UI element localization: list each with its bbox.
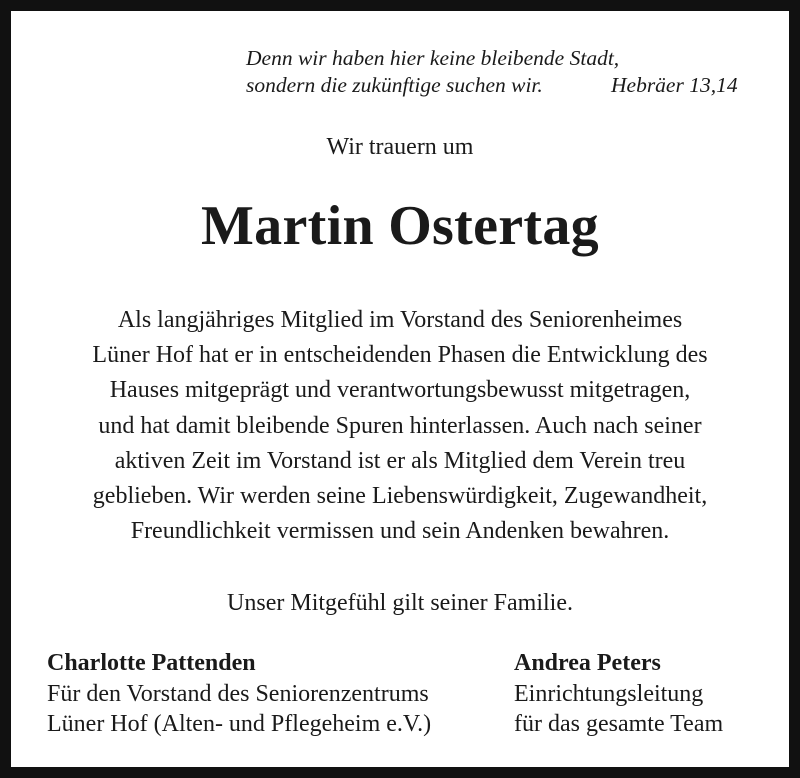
signer-role: Für den Vorstand des Seniorenzentrums (47, 680, 429, 707)
bible-verse (246, 45, 766, 99)
verse-line-2: sondern die zukünftige suchen wir. (246, 73, 543, 97)
signer-organization: für das gesamte Team (514, 711, 724, 737)
tribute-line: geblieben. Wir werden seine Liebenswürdigkeit, Zugewandheit, (92, 483, 708, 510)
signature-left (47, 648, 431, 740)
signature-right (514, 648, 723, 740)
tribute-line: aktiven Zeit im Vorstand ist er als Mitglied dem Verein treu (114, 447, 686, 474)
tribute-line: und hat damit bleibende Spuren hinterlassen. Auch nach seiner (98, 412, 702, 439)
verse-reference: Hebräer 13,14 (611, 73, 738, 97)
signer-name: Andrea Peters (514, 650, 661, 676)
tribute-line: Hauses mitgeprägt und verantwortungsbewusst mitgetragen, (109, 377, 691, 404)
signer-name: Charlotte Pattenden (47, 650, 256, 676)
tribute-text (0, 303, 800, 549)
signer-role: Einrichtungsleitung (514, 680, 704, 707)
sympathy-line: Unser Mitgefühl gilt seiner Familie. (227, 590, 573, 616)
tribute-line: Freundlichkeit vermissen und sein Andenken bewahren. (130, 518, 670, 545)
signer-organization: Lüner Hof (Alten- und Pflegeheim e.V.) (47, 711, 432, 737)
tribute-line: Als langjähriges Mitglied im Vorstand des Seniorenheimes (117, 307, 683, 333)
verse-line-1: Denn wir haben hier keine bleibende Stadt, (246, 46, 620, 70)
deceased-name: Martin Ostertag (201, 195, 599, 257)
tribute-line: Lüner Hof hat er in entscheidenden Phasen die Entwicklung des (92, 342, 708, 369)
mourning-intro: Wir trauern um (326, 134, 474, 160)
